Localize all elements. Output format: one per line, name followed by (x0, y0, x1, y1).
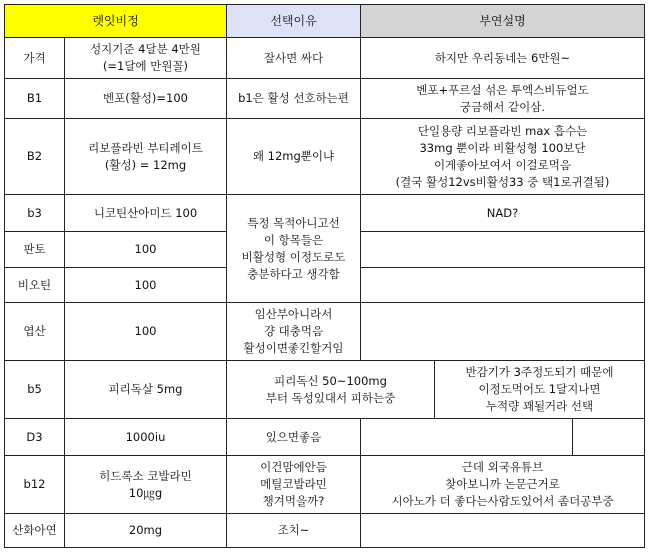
row-reason: 있으면좋음 (227, 419, 361, 456)
row-amount: 100 (65, 232, 227, 268)
merged-reason: 특정 목적아니고선 이 항목들은 비활성형 이정도로도 충분하다고 생각함 (227, 195, 361, 303)
header-note: 부연설명 (361, 5, 645, 38)
header-product: 렛잇비정 (5, 5, 227, 38)
table-row (5, 361, 645, 419)
row-amount: 20mg (65, 514, 227, 548)
row-amount: 피리독살 5mg (65, 361, 227, 419)
header-reason: 선택이유 (227, 5, 361, 38)
row-name: D3 (5, 419, 65, 456)
table-row (5, 195, 645, 232)
supplement-table (4, 4, 645, 548)
row-note: 반감기가 3주정도되기 때문에 이정도먹어도 1달지나면 누적량 꽤될거라 선택 (435, 361, 645, 419)
table-row (5, 514, 645, 548)
row-name: b3 (5, 195, 65, 232)
row-name: B2 (5, 119, 65, 195)
row-note (361, 303, 645, 361)
row-reason: 이건맘에안듬 메틸코발라민 챙겨먹을까? (227, 456, 361, 514)
row-note: 근데 외국유튜브 찾아보니까 논문근거로 시아노가 더 좋다는사람도있어서 좀더공부중 (361, 456, 645, 514)
row-note: NAD? (361, 195, 645, 232)
table-row (5, 119, 645, 195)
row-amount: 100 (65, 268, 227, 303)
row-name: 판토 (5, 232, 65, 268)
row-note: 하지만 우리동네는 6만원~ (361, 38, 645, 79)
row-name: 엽산 (5, 303, 65, 361)
row-name: 가격 (5, 38, 65, 79)
row-note (361, 419, 573, 456)
row-note (361, 514, 645, 548)
row-amount: 니코틴산아미드 100 (65, 195, 227, 232)
row-note (361, 268, 645, 303)
row-amount: 벤포(활성)=100 (65, 79, 227, 119)
row-note-extra (573, 419, 645, 456)
row-amount: 리보플라빈 부티레이트 (활성) = 12mg (65, 119, 227, 195)
row-name: 비오틴 (5, 268, 65, 303)
row-reason: 피리독신 50~100mg 부터 독성있대서 피하는중 (227, 361, 435, 419)
row-name: b5 (5, 361, 65, 419)
table-row (5, 79, 645, 119)
row-reason: 왜 12mg뿐이냐 (227, 119, 361, 195)
row-note: 벤포+푸르설 섞은 투엑스비듀얼도 궁금해서 같이삼. (361, 79, 645, 119)
table-row (5, 456, 645, 514)
row-name: 산화아연 (5, 514, 65, 548)
row-amount: 100 (65, 303, 227, 361)
row-amount: 1000iu (65, 419, 227, 456)
row-name: B1 (5, 79, 65, 119)
header-row (5, 5, 645, 38)
table-row (5, 38, 645, 79)
row-reason: 임산부아니라서 걍 대충먹음 활성이면좋긴할거임 (227, 303, 361, 361)
table-row (5, 419, 645, 456)
row-amount: 성지기준 4달분 4만원 (=1달에 만원꼴) (65, 38, 227, 79)
row-amount: 히드록소 코발라민 10㎍g (65, 456, 227, 514)
row-name: b12 (5, 456, 65, 514)
row-reason: b1은 활성 선호하는편 (227, 79, 361, 119)
table-row (5, 303, 645, 361)
row-note (361, 232, 645, 268)
row-reason: 잘사면 싸다 (227, 38, 361, 79)
row-reason: 조치~ (227, 514, 361, 548)
row-note: 단일용량 리보플라빈 max 흡수는 33mg 뿐이라 비활성형 100보단 이게좋아보여서 이걸로먹음 (결국 활성12vs비활성33 중 택1로귀결됨) (361, 119, 645, 195)
